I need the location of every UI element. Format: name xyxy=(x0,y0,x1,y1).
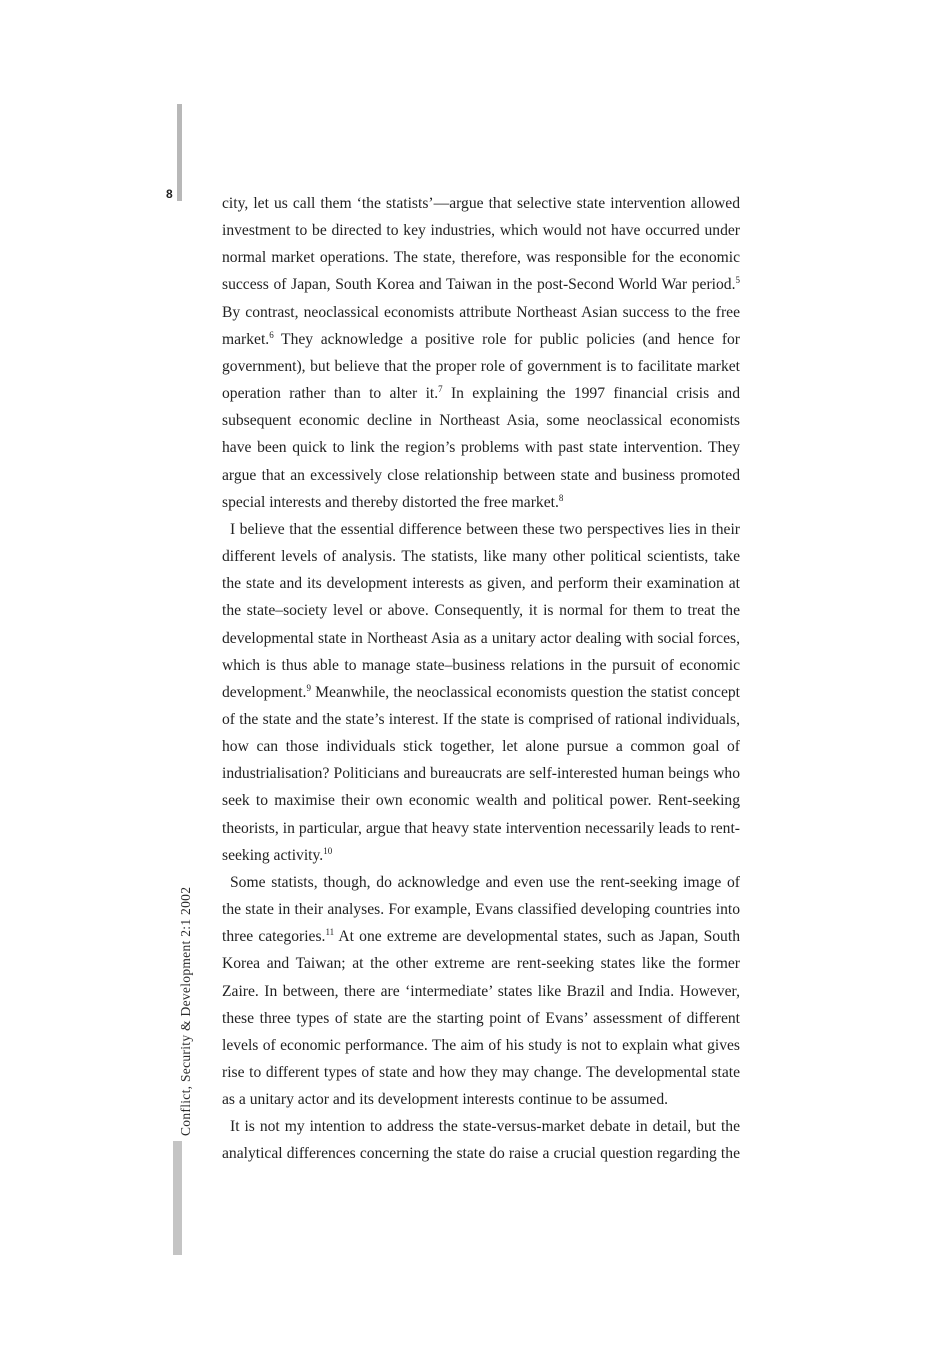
text-run: Meanwhile, the neoclassical economists question the statist concept of the state and the state’s interest. If the state is comprised of rational individuals, how can those individuals stick together, let alone pursue a common goal of industrialisation? Politicians and bureaucrats are self-interested human beings who seek to maximise their own economic wealth and political power. Rent-seeking theorists, in particular, argue that heavy state intervention necessarily leads to rent-seeking activity. xyxy=(222,683,740,864)
text-run: I believe that the essential difference between these two perspectives lies in their different levels of analysis. The statists, like many other political scientists, take the state and its development interests as given, and perform their examination at the state–society level or above. Consequently, it is normal for them to treat the developmental state in Northeast Asia as a unitary actor dealing with social forces, which is thus able to manage state–business relations in the pursuit of economic development. xyxy=(222,520,740,701)
margin-bar-top xyxy=(177,104,182,201)
paragraph-3 xyxy=(222,869,740,1113)
margin-bar-bottom xyxy=(173,1141,182,1255)
paragraph-2 xyxy=(222,516,740,869)
body-text xyxy=(222,190,740,1168)
paragraph-4 xyxy=(222,1113,740,1167)
text-run: By contrast, neoclassical economists attribute Northeast Asian success to the free market. xyxy=(222,303,740,348)
footnote-ref: 6 xyxy=(269,329,274,340)
footnote-ref: 8 xyxy=(558,492,564,503)
footnote-ref: 11 xyxy=(325,927,335,938)
page-number: 8 xyxy=(166,187,173,201)
text-run: At one extreme are developmental states, such as Japan, South Korea and Taiwan; at the other extreme are rent-seeking states like the former Zaire. In between, there are ‘intermediate’ states like Brazil and India. However, these three types of state are the starting point of Evans’ assessment of different levels of economic performance. The aim of his study is not to explain what gives rise to different types of state and how they may change. The developmental state as a unitary actor and its development interests continue to be assumed. xyxy=(222,928,740,1109)
footnote-ref: 7 xyxy=(438,384,443,395)
paragraph-1 xyxy=(222,190,740,516)
text-run: city, let us call them ‘the statists’—argue that selective state intervention allowed investment to be directed to key industries, which would not have occurred under normal market operations. The state, therefore, was responsible for the economic success of Japan, South Korea and Taiwan in the post-Second World War period. xyxy=(222,195,740,294)
text-run: They acknowledge a positive role for public policies (and hence for government), but believe that the proper role of government is to facilitate market operation rather than to alter it. xyxy=(222,330,740,403)
text-run: In explaining the 1997 financial crisis and subsequent economic decline in Northeast Asia, some neoclassical economists have been quick to link the region’s problems with past state intervention. They argue that an excessively close relationship between state and business promoted special interests and thereby distorted the free market. xyxy=(222,385,740,511)
text-run: Some statists, though, do acknowledge and even use the rent-seeking image of the state in their analyses. For example, Evans classified developing countries into three categories. xyxy=(222,873,740,946)
footnote-ref: 9 xyxy=(306,682,311,693)
footnote-ref: 10 xyxy=(323,845,333,856)
text-run: It is not my intention to address the state-versus-market debate in detail, but the analytical differences concerning the state do raise a crucial question regarding the xyxy=(222,1118,740,1163)
footnote-ref: 5 xyxy=(735,275,740,286)
running-head-journal-title: Conflict, Security & Development 2:1 2002 xyxy=(178,886,193,1136)
